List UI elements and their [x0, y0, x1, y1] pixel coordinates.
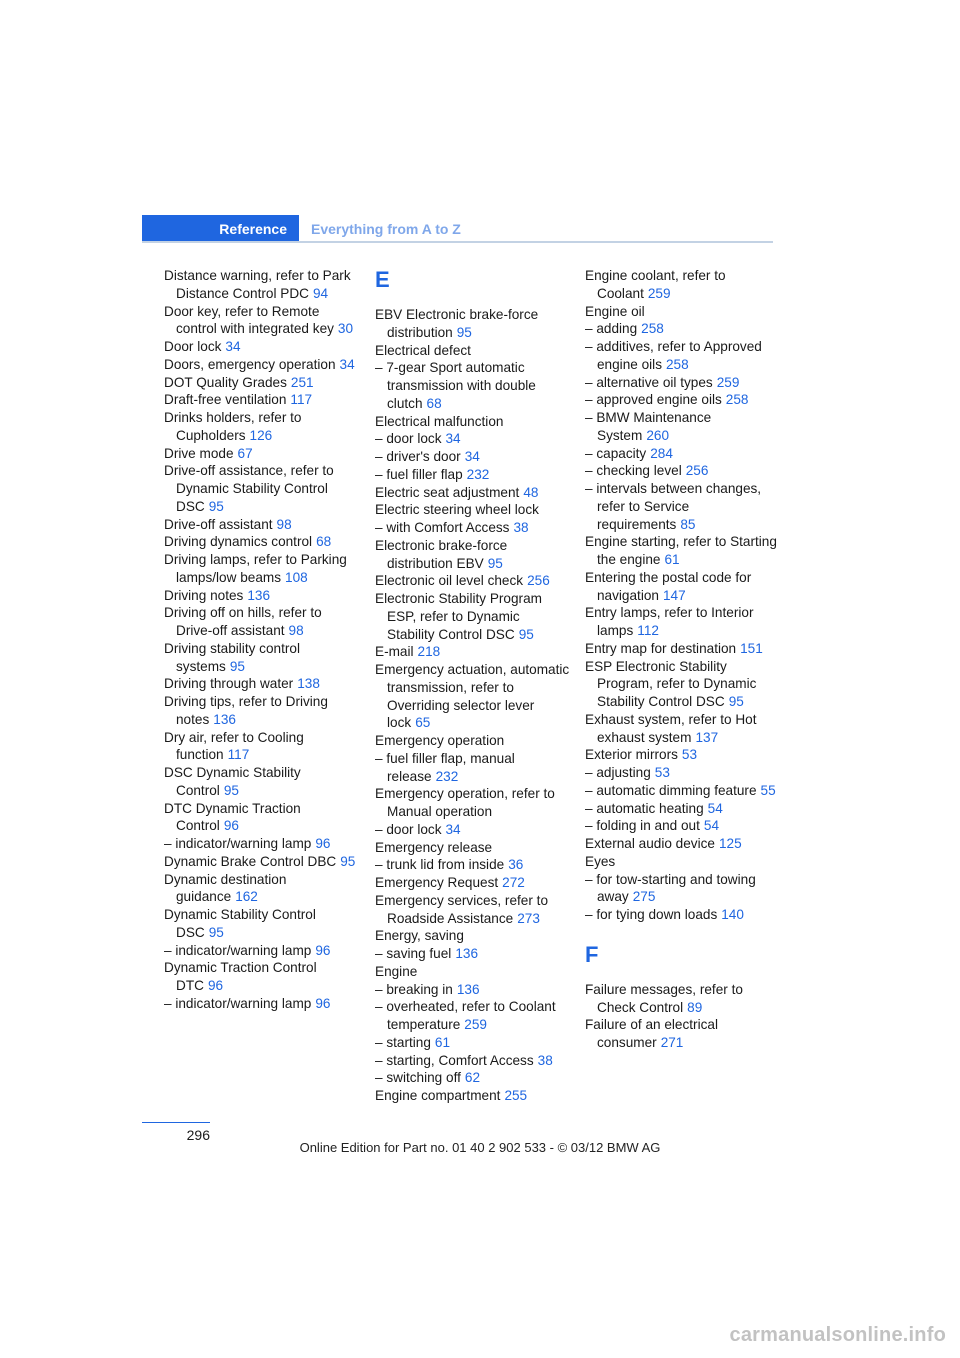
- index-column-2: [375, 267, 571, 1105]
- index-entry-text: Dynamic destination guidance: [164, 871, 287, 905]
- index-entry-text: – starting, Comfort Access: [375, 1052, 534, 1068]
- index-entry-text: – folding in and out: [585, 818, 700, 834]
- page-reference-link[interactable]: 218: [417, 644, 441, 660]
- index-entry-text: – checking level: [585, 463, 682, 479]
- index-column-1: [164, 267, 360, 1013]
- index-entry-text: Engine: [375, 963, 418, 979]
- page-reference-link[interactable]: 68: [426, 395, 442, 411]
- index-entry-text: – driver's door: [375, 449, 461, 464]
- page-reference-link[interactable]: 98: [288, 623, 304, 638]
- index-entry-text: Driving through water: [164, 676, 294, 692]
- index-entry: [164, 338, 360, 356]
- index-entry-text: External audio device: [585, 836, 715, 851]
- page-reference-link[interactable]: 48: [523, 484, 539, 500]
- page-reference-link[interactable]: 275: [632, 889, 656, 905]
- index-entry: [164, 551, 360, 587]
- section-tab: Reference: [142, 215, 299, 243]
- page-reference-link[interactable]: 271: [660, 1035, 684, 1050]
- index-entry: [164, 906, 360, 942]
- page-reference-link[interactable]: 256: [685, 463, 709, 479]
- page-reference-link[interactable]: 95: [229, 658, 245, 674]
- index-entry: [585, 462, 781, 480]
- index-entry: [585, 764, 781, 782]
- page-reference-link[interactable]: 89: [687, 999, 703, 1015]
- index-entry: [375, 892, 571, 928]
- page-reference-link[interactable]: 34: [445, 431, 461, 447]
- index-entry-text: Failure messages, refer to Check Control: [585, 981, 743, 1015]
- index-entry-text: – for tying down loads: [585, 907, 718, 922]
- page-reference-link[interactable]: 53: [681, 747, 698, 763]
- page-reference-link[interactable]: 55: [760, 782, 776, 798]
- index-entry-text: – additives, refer to Approved engine oils: [585, 339, 762, 372]
- index-entry: [375, 927, 571, 945]
- index-entry: [585, 835, 781, 853]
- page-reference-link[interactable]: 96: [207, 978, 224, 993]
- index-entry: [375, 519, 571, 537]
- page-reference-link[interactable]: 136: [213, 711, 236, 727]
- index-entry-text: – alternative oil types: [585, 374, 713, 390]
- watermark-logo: carmanualsonline.info: [729, 1324, 946, 1346]
- index-entry: [585, 445, 781, 463]
- index-entry: [164, 693, 360, 729]
- index-entry-text: – overheated, refer to Coolant temperature: [375, 999, 556, 1032]
- page-reference-link[interactable]: 36: [508, 857, 524, 873]
- index-entry: [164, 587, 360, 605]
- index-entry: [164, 942, 360, 960]
- index-entry: [375, 1087, 571, 1105]
- page-reference-link[interactable]: 260: [646, 427, 670, 443]
- index-entry-text: – capacity: [585, 445, 647, 461]
- page-reference-link[interactable]: 95: [728, 694, 744, 709]
- index-entry-text: – BMW Maintenance System: [585, 410, 712, 443]
- index-entry: [585, 604, 781, 640]
- page-reference-link[interactable]: 137: [695, 729, 719, 745]
- index-entry-text: EBV Electronic brake-force distribution: [375, 307, 539, 340]
- index-entry: [585, 782, 781, 800]
- index-entry: [164, 640, 360, 676]
- page-reference-link[interactable]: 85: [680, 516, 696, 532]
- index-entry: [375, 963, 571, 981]
- index-entry: [375, 448, 571, 466]
- index-entry-text: Electric seat adjustment: [375, 484, 520, 500]
- page-reference-link[interactable]: 96: [315, 836, 331, 851]
- running-header: [142, 215, 773, 243]
- index-entry: [164, 853, 360, 871]
- index-entry: [585, 480, 781, 533]
- index-entry: [375, 306, 571, 342]
- index-entry: [164, 516, 360, 534]
- page-reference-link[interactable]: 112: [637, 623, 659, 638]
- index-entry: [585, 746, 781, 764]
- index-entry-text: DTC Dynamic Traction Control: [164, 800, 301, 834]
- index-entry-text: E-mail: [375, 644, 414, 660]
- index-entry: [585, 374, 781, 392]
- page-reference-link[interactable]: 94: [312, 285, 329, 301]
- index-entry-text: Entry lamps, refer to Interior lamps: [585, 605, 754, 638]
- index-entry-text: Drive-off assistant: [164, 516, 273, 532]
- page-reference-link[interactable]: 65: [415, 715, 431, 731]
- index-entry-text: – door lock: [375, 431, 442, 447]
- index-entry: [375, 537, 571, 573]
- index-entry-text: – trunk lid from inside: [375, 857, 505, 873]
- index-entry-text: Emergency Request: [375, 875, 499, 890]
- page-reference-link[interactable]: 54: [707, 800, 723, 816]
- index-entry-text: Emergency services, refer to Roadside Assistance: [375, 892, 549, 926]
- page-reference-link[interactable]: 62: [464, 1070, 481, 1086]
- page-reference-link[interactable]: 95: [208, 924, 224, 940]
- page-reference-link[interactable]: 54: [703, 818, 720, 834]
- index-entry-text: – 7-gear Sport automatic transmission with double clutch: [375, 360, 536, 411]
- index-entry: [375, 785, 571, 821]
- index-entry: [585, 853, 781, 871]
- index-entry: [375, 998, 571, 1034]
- index-entry: [375, 466, 571, 484]
- index-entry-text: Electrical malfunction: [375, 413, 504, 429]
- index-entry: [585, 569, 781, 605]
- page-reference-link[interactable]: 95: [487, 555, 503, 571]
- footer-rule: [142, 1122, 210, 1123]
- index-entry-text: Eyes: [585, 853, 616, 869]
- index-entry: [164, 409, 360, 445]
- page-reference-link[interactable]: 34: [225, 339, 241, 354]
- page-reference-link[interactable]: 96: [315, 942, 331, 958]
- index-column-3: [585, 267, 781, 1052]
- index-entry-text: Entry map for destination: [585, 640, 737, 656]
- page-reference-link[interactable]: 34: [445, 821, 461, 837]
- index-entry-text: Driving off on hills, refer to Drive-off assistant: [164, 605, 322, 638]
- page-reference-link[interactable]: 117: [290, 392, 313, 408]
- index-entry-text: – automatic dimming feature: [585, 782, 757, 798]
- index-entry: [375, 572, 571, 590]
- index-entry: [164, 871, 360, 907]
- page-reference-link[interactable]: 136: [455, 946, 479, 961]
- index-entry: [585, 391, 781, 409]
- index-entry-text: Drive-off assistance, refer to Dynamic Stability Control DSC: [164, 463, 334, 514]
- index-entry: [375, 643, 571, 661]
- page-reference-link[interactable]: 251: [290, 374, 314, 390]
- index-entry: [375, 413, 571, 431]
- page-reference-link[interactable]: 258: [641, 321, 664, 337]
- page-reference-link[interactable]: 96: [315, 995, 331, 1011]
- index-entry: [585, 1016, 781, 1052]
- index-entry: [585, 906, 781, 924]
- index-entry-text: Emergency actuation, automatic transmission, refer to Overriding selector lever lock: [375, 662, 570, 731]
- page-reference-link[interactable]: 259: [464, 1017, 487, 1032]
- page-reference-link[interactable]: 162: [235, 889, 258, 905]
- header-rule: [142, 241, 773, 243]
- index-entry-text: Emergency release: [375, 839, 493, 855]
- index-entry: [375, 359, 571, 412]
- index-entry-text: Electronic Stability Program ESP, refer to Dynamic Stability Control DSC: [375, 591, 542, 642]
- index-entry-text: DSC Dynamic Stability Control: [164, 765, 301, 798]
- index-entry-text: – indicator/warning lamp: [164, 942, 312, 958]
- index-entry: [164, 356, 360, 374]
- index-entry: [375, 981, 571, 999]
- index-entry-text: – adding: [585, 321, 638, 337]
- page-reference-link[interactable]: 256: [527, 573, 550, 589]
- index-entry-text: Drive mode: [164, 445, 234, 461]
- index-entry-text: Engine oil: [585, 303, 645, 319]
- index-entry-text: – door lock: [375, 821, 442, 837]
- index-entry-text: Exhaust system, refer to Hot exhaust system: [585, 711, 757, 745]
- index-entry-text: Doors, emergency operation: [164, 356, 336, 372]
- index-entry-text: – with Comfort Access: [375, 520, 510, 535]
- chapter-title: Everything from A to Z: [311, 221, 461, 237]
- index-entry-text: Energy, saving: [375, 928, 464, 944]
- page-reference-link[interactable]: 259: [716, 374, 740, 390]
- page-reference-link[interactable]: 68: [316, 534, 332, 550]
- page-reference-link[interactable]: 138: [297, 676, 320, 692]
- index-entry-text: Dynamic Traction Control DTC: [164, 960, 317, 993]
- page-reference-link[interactable]: 95: [340, 853, 356, 869]
- index-entry-text: Driving tips, refer to Driving notes: [164, 694, 328, 727]
- page-reference-link[interactable]: 147: [662, 587, 686, 603]
- page-reference-link[interactable]: 96: [223, 818, 239, 834]
- index-entry-text: Entering the postal code for navigation: [585, 569, 752, 603]
- index-entry: [585, 640, 781, 658]
- index-entry: [585, 338, 781, 374]
- page-reference-link[interactable]: 272: [502, 875, 525, 890]
- index-entry-text: – fuel filler flap: [375, 466, 463, 482]
- index-entry-text: DOT Quality Grades: [164, 374, 287, 390]
- index-entry: [585, 533, 781, 569]
- index-entry: [164, 604, 360, 640]
- index-entry-text: Draft-free ventilation: [164, 392, 287, 408]
- index-entry-text: Drinks holders, refer to Cupholders: [164, 410, 302, 443]
- page-reference-link[interactable]: 259: [647, 285, 671, 301]
- index-entry: [375, 945, 571, 963]
- index-entry-text: Dynamic Stability Control DSC: [164, 907, 316, 940]
- index-entry-text: Exterior mirrors: [585, 747, 678, 763]
- page-reference-link[interactable]: 151: [740, 640, 763, 656]
- index-entry: [164, 391, 360, 409]
- index-entry: [585, 871, 781, 907]
- index-entry: [375, 501, 571, 519]
- index-entry-text: – automatic heating: [585, 800, 704, 816]
- index-entry: [164, 764, 360, 800]
- index-letter-heading: E: [375, 267, 390, 292]
- page-reference-link[interactable]: 34: [339, 356, 355, 372]
- index-entry: [164, 835, 360, 853]
- page-reference-link[interactable]: 258: [725, 392, 749, 408]
- index-entry-text: Driving stability control systems: [164, 640, 300, 674]
- page-reference-link[interactable]: 117: [227, 747, 250, 763]
- index-entry-text: Driving notes: [164, 587, 244, 603]
- index-entry: [585, 711, 781, 747]
- index-entry: [164, 267, 360, 303]
- index-entry-text: Door lock: [164, 339, 222, 354]
- index-entry: [375, 430, 571, 448]
- index-entry: [164, 729, 360, 765]
- section-spacer: [585, 924, 781, 942]
- page-reference-link[interactable]: 108: [285, 569, 308, 585]
- index-entry-text: Electronic brake-force distribution EBV: [375, 537, 508, 571]
- index-entry: [375, 661, 571, 732]
- index-entry: [375, 1069, 571, 1087]
- index-entry-text: Engine coolant, refer to Coolant: [585, 268, 726, 301]
- page-reference-link[interactable]: 126: [249, 427, 273, 443]
- page-reference-link[interactable]: 258: [666, 356, 689, 372]
- index-entry-text: – for tow-starting and towing away: [585, 871, 756, 905]
- index-entry-text: Electronic oil level check: [375, 573, 524, 589]
- index-entry: [585, 303, 781, 321]
- index-entry-text: Dynamic Brake Control DBC: [164, 853, 337, 869]
- index-entry-text: – intervals between changes, refer to Service requirements: [585, 481, 762, 532]
- index-entry: [375, 590, 571, 643]
- page-reference-link[interactable]: 95: [208, 498, 224, 514]
- page-reference-link[interactable]: 232: [435, 768, 459, 784]
- index-entry-text: Door key, refer to Remote control with integrated key: [164, 303, 334, 337]
- index-entry: [375, 342, 571, 360]
- index-entry-text: Emergency operation, refer to Manual operation: [375, 786, 555, 819]
- index-entry: [375, 856, 571, 874]
- index-entry: [375, 821, 571, 839]
- index-entry-text: – adjusting: [585, 765, 651, 780]
- page-reference-link[interactable]: 38: [513, 520, 529, 535]
- index-entry-text: Driving dynamics control: [164, 534, 313, 550]
- index-letter-heading: F: [585, 941, 599, 967]
- index-entry-text: – approved engine oils: [585, 392, 722, 408]
- index-entry-text: Electric steering wheel lock: [375, 502, 539, 518]
- page-reference-link[interactable]: 98: [276, 516, 292, 532]
- index-entry: [585, 409, 781, 445]
- index-entry: [164, 995, 360, 1013]
- page-reference-link[interactable]: 273: [517, 910, 540, 926]
- index-entry-text: Failure of an electrical consumer: [585, 1017, 718, 1050]
- index-entry-text: Engine starting, refer to Starting the engine: [585, 534, 777, 567]
- page-reference-link[interactable]: 140: [721, 907, 744, 922]
- index-entry: [375, 839, 571, 857]
- index-entry-text: – fuel filler flap, manual release: [375, 750, 515, 784]
- index-entry: [585, 320, 781, 338]
- page-reference-link[interactable]: 232: [466, 466, 490, 482]
- index-entry: [585, 981, 781, 1017]
- index-entry-text: Engine compartment: [375, 1088, 501, 1103]
- index-entry: [375, 750, 571, 786]
- page-reference-link[interactable]: 95: [456, 324, 472, 340]
- index-entry: [164, 533, 360, 551]
- index-entry: [375, 1034, 571, 1052]
- page-reference-link[interactable]: 95: [518, 626, 534, 642]
- index-entry: [375, 484, 571, 502]
- index-entry-text: – breaking in: [375, 981, 453, 997]
- index-entry: [585, 817, 781, 835]
- page-reference-link[interactable]: 255: [504, 1088, 528, 1103]
- index-entry: [375, 874, 571, 892]
- index-entry-text: – indicator/warning lamp: [164, 995, 312, 1011]
- page-reference-link[interactable]: 284: [650, 445, 673, 461]
- index-entry: [585, 267, 781, 303]
- index-entry-text: – starting: [375, 1034, 431, 1050]
- index-entry: [585, 800, 781, 818]
- index-entry-text: ESP Electronic Stability Program, refer to Dynamic Stability Control DSC: [585, 658, 757, 709]
- index-entry: [164, 675, 360, 693]
- page-reference-link[interactable]: 136: [247, 587, 271, 603]
- index-entry: [164, 374, 360, 392]
- page-reference-link[interactable]: 95: [223, 782, 239, 798]
- index-entry: [164, 445, 360, 463]
- index-entry-text: Emergency operation: [375, 733, 505, 748]
- index-entry: [375, 1052, 571, 1070]
- page-number: 296: [186, 1127, 210, 1143]
- index-entry: [164, 800, 360, 836]
- index-entry-text: Driving lamps, refer to Parking lamps/low beams: [164, 552, 347, 585]
- page-reference-link[interactable]: 125: [718, 836, 742, 851]
- page-reference-link[interactable]: 61: [664, 552, 680, 567]
- page-reference-link[interactable]: 53: [654, 765, 670, 780]
- index-entry-text: Electrical defect: [375, 342, 471, 358]
- index-entry: [375, 732, 571, 750]
- index-entry-text: – switching off: [375, 1070, 461, 1086]
- page-reference-link[interactable]: 61: [434, 1034, 451, 1050]
- page-reference-link[interactable]: 34: [464, 449, 480, 464]
- edition-notice: Online Edition for Part no. 01 40 2 902 533 - © 03/12 BMW AG: [299, 1140, 661, 1155]
- index-entry-text: – saving fuel: [375, 946, 452, 961]
- index-entry: [585, 658, 781, 711]
- page-reference-link[interactable]: 67: [237, 445, 253, 461]
- index-entry-text: Dry air, refer to Cooling function: [164, 729, 304, 763]
- index-entry: [164, 462, 360, 515]
- page-reference-link[interactable]: 136: [456, 981, 480, 997]
- index-entry: [164, 303, 360, 339]
- index-entry-text: Distance warning, refer to Park Distance Control PDC: [164, 268, 351, 301]
- page-reference-link[interactable]: 38: [537, 1052, 553, 1068]
- index-entry: [164, 959, 360, 995]
- index-entry-text: – indicator/warning lamp: [164, 836, 312, 851]
- page-reference-link[interactable]: 30: [337, 321, 354, 337]
